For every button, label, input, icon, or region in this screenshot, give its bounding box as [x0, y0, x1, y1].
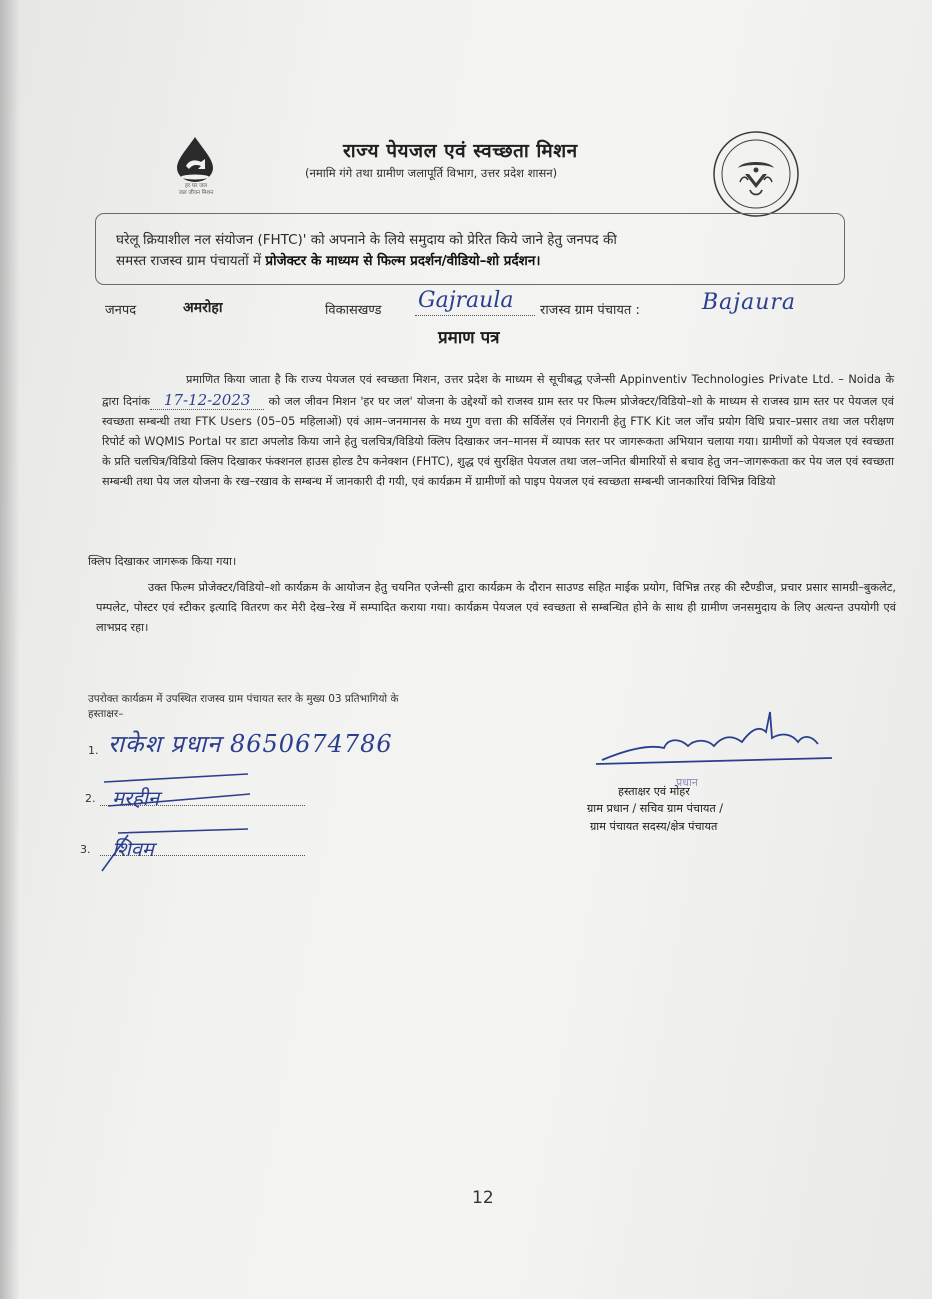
block-underline	[415, 315, 535, 316]
participant-2-number: 2.	[85, 792, 96, 805]
paragraph-2-text: उक्त फिल्म प्रोजेक्टर/विडियो–शो कार्यक्रम के आयोजन हेतु चयनित एजेन्सी द्वारा कार्यक्रम के दौरान साउण्ड सहित माईक प्रयोग, विभिन्न तरह की स्टैण्डीज, प्रचार प्रसार सामग्री–बुकलेट, पम्पलेट, पोस्टर एवं स्टीकर इत्यादि वितरण कर मेरी देख–रेख में सम्पादित कराया गया। कार्यक्रम पेयजल एवं स्वच्छता से सम्बन्धित होने के साथ ही ग्रामीण जनसमुदाय के लिए अत्यन्त उपयोगी एवं लाभप्रद रहा।	[96, 581, 896, 634]
logo-caption-1: हर घर जल	[185, 183, 207, 189]
participant-2-stroke	[100, 770, 260, 810]
paragraph-1-tail: क्लिप दिखाकर जागरूक किया गया।	[88, 555, 237, 568]
jal-jeevan-mission-logo	[165, 135, 225, 205]
banner-line-1: घरेलू क्रियाशील नल संयोजन (FHTC)' को अपनाने के लिये समुदाय को प्रेरित किये जाने हेतु जनपद की	[116, 232, 617, 248]
designation-line-1: ग्राम प्रधान / सचिव ग्राम पंचायत /	[587, 802, 724, 815]
participant-3-signature: शिवम	[112, 837, 154, 861]
water-drop-icon	[165, 135, 225, 183]
participant-3-number: 3.	[80, 843, 91, 856]
mission-subtitle: (नमामि गंगे तथा ग्रामीण जलापूर्ति विभाग, उत्तर प्रदेश शासन)	[305, 166, 558, 180]
banner-line-2	[116, 251, 540, 269]
block-value: Gajraula	[418, 288, 514, 313]
paragraph-1-intro: प्रमाणित किया जाता है कि राज्य पेयजल एवं स्वच्छता मिशन, उत्तर प्रदेश के माध्यम से सूचीबद्ध एजेन्सी Appinventiv Technologies Private Ltd. – Noida के द्वारा दिनांक	[102, 373, 894, 408]
district-label: जनपद	[105, 303, 137, 318]
district-value: अमरोहा	[183, 300, 223, 316]
panchayat-label: राजस्व ग्राम पंचायत :	[540, 303, 640, 318]
certificate-paragraph-2	[96, 578, 896, 638]
signatures-intro-line-2: हस्ताक्षर–	[88, 708, 124, 720]
certificate-paragraph-1	[102, 370, 894, 492]
designation-line-2: ग्राम पंचायत सदस्य/क्षेत्र पंचायत	[590, 820, 718, 833]
panchayat-value: Bajaura	[702, 290, 797, 315]
participant-1-number: 1.	[88, 744, 99, 757]
pradhan-signature	[596, 708, 836, 772]
stamp-text: प्रधान	[676, 776, 698, 789]
participant-2-signature: मरहीन	[112, 786, 160, 810]
signatures-intro	[88, 692, 548, 722]
banner-line-2-plain: समस्त राजस्व ग्राम पंचायतों में	[116, 253, 262, 269]
sign-and-seal-label: हस्ताक्षर एवं मोहर	[618, 785, 690, 798]
paragraph-1-body: को जल जीवन मिशन 'हर घर जल' योजना के उद्देश्यों को राजस्व ग्राम स्तर पर फिल्म प्रोजेक्टर/विडियो–शो के माध्यम से राजस्व ग्राम स्तर पर पेयजल एवं स्वच्छता सम्बन्धी तथा FTK Users (05–05 महिलाओं) एवं आम–जनमानस के मध्य गुण वत्ता की सर्विलेंस एवं निगरानी हेतु FTK Kit जल जाँच प्रयोग विधि प्रचार–प्रसार तथा जल परीक्षण रिपोर्ट को WQMIS Portal पर डाटा अपलोड किया जाने हेतु चलचित्र/विडियो क्लिप दिखाकर जन–मानस में व्यापक स्तर पर जागरूकता अभियान चलाया गया। ग्रामीणों को पेयजल एवं स्वच्छता के प्रति चलचित्र/विडियो क्लिप दिखाकर फंक्शनल हाउस होल्ड टैप कनेक्शन (FHTC), शुद्ध एवं सुरक्षित पेयजल तथा जल–जनित बीमारियों से बचाव हेतु जन–जागरूकता कर पेय जल एवं स्वच्छता सम्बन्धी तथा पेय जल योजना के रख–रखाव के सम्बन्ध में जानकारी दी गयी, एवं कार्यक्रम में ग्रामीणों को पाइप पेयजल एवं स्वच्छता सम्बन्धी जानकारियां विभिन्न विडियो	[102, 395, 894, 488]
page-number: 12	[472, 1188, 494, 1208]
program-banner	[95, 213, 845, 285]
certificate-title: प्रमाण पत्र	[438, 328, 500, 348]
logo-caption-2: जल जीवन मिशन	[178, 190, 214, 196]
participant-3-stroke	[98, 825, 258, 875]
up-government-seal	[712, 130, 800, 218]
program-date: 17-12-2023	[150, 391, 264, 410]
mission-title: राज्य पेयजल एवं स्वच्छता मिशन	[343, 140, 578, 162]
block-label: विकासखण्ड	[325, 303, 382, 318]
banner-line-2-bold: प्रोजेक्टर के माध्यम से फिल्म प्रदर्शन/वीडियो–शो प्रर्दशन।	[265, 253, 541, 269]
signatures-intro-line-1: उपरोक्त कार्यक्रम में उपस्थित राजस्व ग्राम पंचायत स्तर के मुख्य 03 प्रतिभागियो के	[88, 693, 399, 705]
emblem-icon	[712, 130, 800, 218]
participant-1-signature: राकेश प्रधान 8650674786	[108, 730, 393, 758]
